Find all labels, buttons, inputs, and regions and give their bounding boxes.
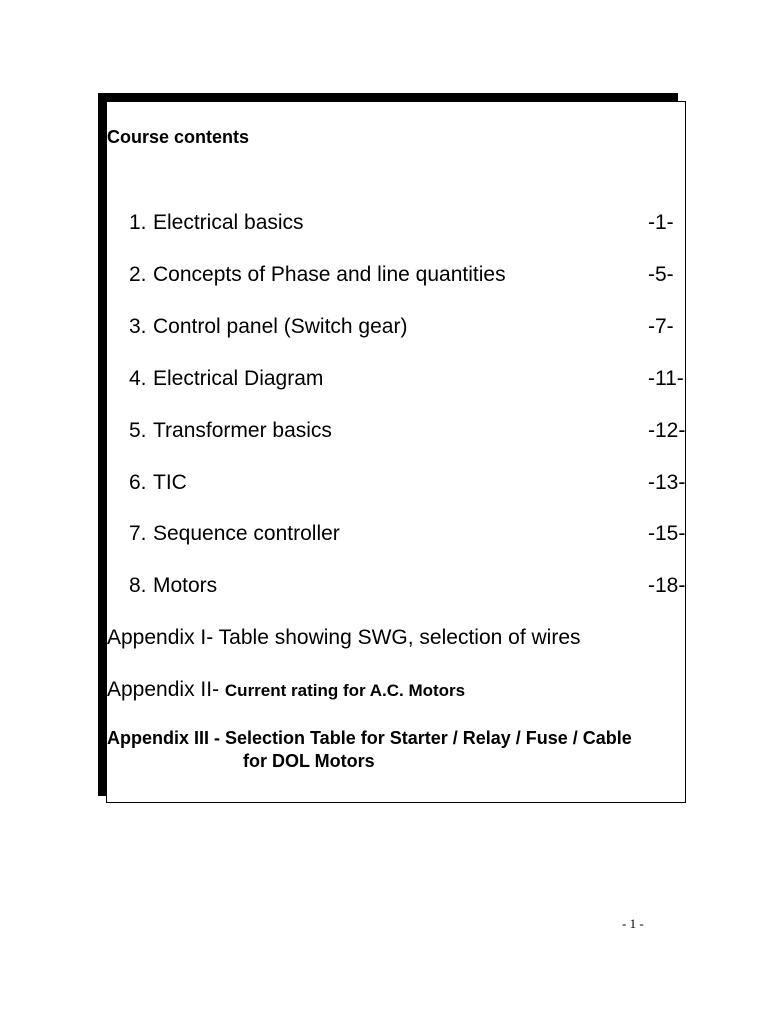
- appendix-1: Appendix I- Table showing SWG, selection of wires: [107, 626, 581, 649]
- toc-number: 6.: [129, 471, 147, 494]
- appendix-3-continuation: for DOL Motors: [243, 751, 375, 771]
- toc-label: Concepts of Phase and line quantities: [153, 263, 506, 286]
- page-number: - 1 -: [622, 916, 644, 931]
- appendix-2-prefix: Appendix II-: [107, 678, 225, 701]
- toc-label: Sequence controller: [153, 522, 340, 545]
- toc-item: [107, 419, 697, 445]
- toc-page: -1-: [648, 211, 674, 234]
- toc-label: Electrical basics: [153, 211, 304, 234]
- contents-box: [106, 101, 686, 803]
- page-title: Course contents: [107, 127, 250, 147]
- toc-number: 4.: [129, 367, 147, 390]
- toc-page: -18-: [648, 574, 686, 597]
- toc-number: 8.: [129, 574, 147, 597]
- toc-label: TIC: [153, 471, 187, 494]
- toc-label: Control panel (Switch gear): [153, 315, 408, 338]
- appendix-3: Appendix III - Selection Table for Starter / Relay / Fuse / Cable: [107, 728, 632, 748]
- appendix-2: [107, 678, 465, 702]
- toc-number: 7.: [129, 522, 147, 545]
- toc-number: 2.: [129, 263, 147, 286]
- toc-item: [107, 315, 697, 341]
- toc-page: -12-: [648, 419, 686, 442]
- toc-page: -7-: [648, 315, 674, 338]
- toc-item: [107, 263, 697, 289]
- toc-item: [107, 574, 697, 600]
- toc-number: 1.: [129, 211, 147, 234]
- toc-label: Transformer basics: [153, 419, 332, 442]
- toc-number: 5.: [129, 419, 147, 442]
- toc-item: [107, 522, 697, 548]
- toc-page: -5-: [648, 263, 674, 286]
- toc-page: -11-: [648, 367, 684, 390]
- toc-label: Motors: [153, 574, 218, 597]
- toc-page: -13-: [648, 471, 686, 494]
- toc-label: Electrical Diagram: [153, 367, 324, 390]
- appendix-2-description: Current rating for A.C. Motors: [224, 681, 466, 700]
- toc-page: -15-: [648, 522, 686, 545]
- toc-number: 3.: [129, 315, 147, 338]
- toc-item: [107, 367, 697, 393]
- toc-item: [107, 211, 697, 237]
- toc-item: [107, 471, 697, 497]
